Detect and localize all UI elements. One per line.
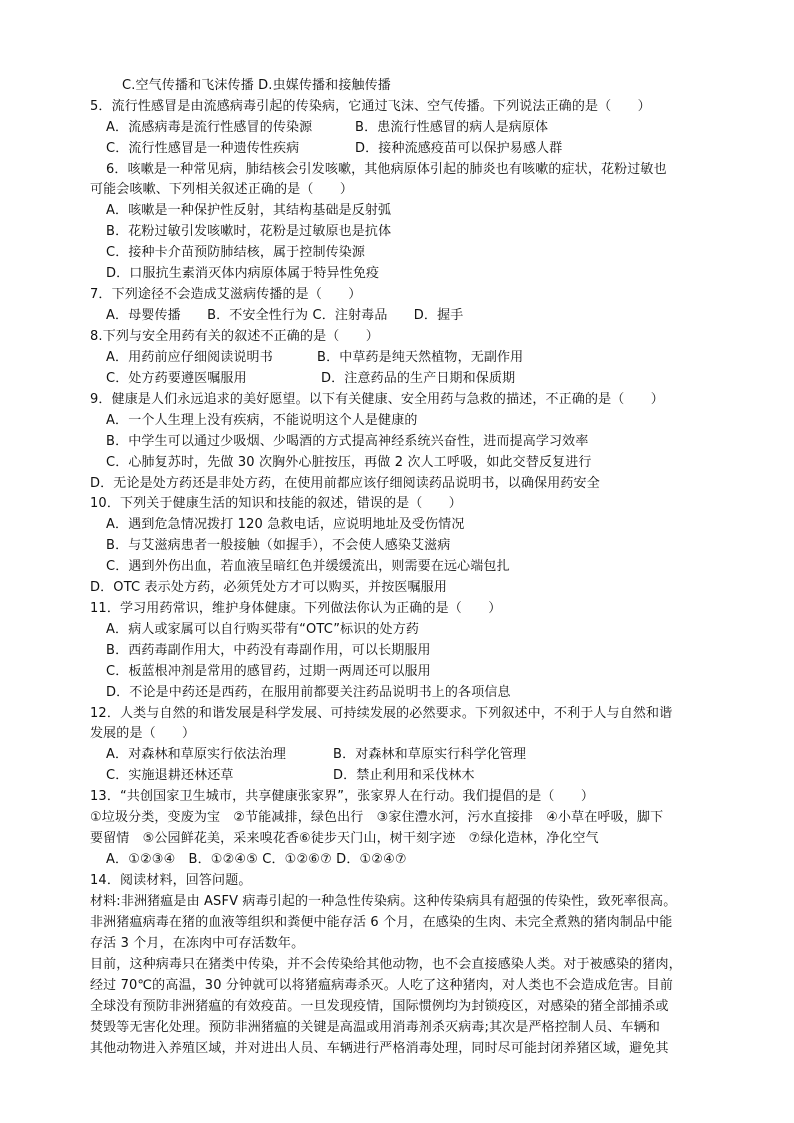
q13-items-line2: 要留情 ⑤公园鲜花美，采来嗅花香⑥徒步天门山，树干刻字迹 ⑦绿化造林，净化空气 — [90, 831, 599, 846]
q10-option-c: C．遇到外伤出血，若血液呈暗红色并缓缓流出，则需要在远心端包扎 — [106, 559, 510, 574]
q10-option-d: D．OTC 表示处方药，必须凭处方才可以购买，并按医嘱服用 — [90, 580, 447, 595]
q8-option-a: A．用药前应仔细阅读说明书 — [106, 350, 273, 365]
q7-options: A．母婴传播 B．不安全性行为 C．注射毒品 D．握手 — [106, 308, 464, 323]
q11-stem: 11．学习用药常识，维护身体健康。下列做法你认为正确的是（ ） — [90, 601, 502, 616]
q6-option-d: D．口服抗生素消灭体内病原体属于特异性免疫 — [106, 266, 380, 281]
q12-option-a: A．对森林和草原实行依法治理 — [106, 747, 286, 762]
q12-option-d: D．禁止利用和采伐林木 — [333, 768, 475, 783]
q14-stem: 14．阅读材料，回答问题。 — [90, 873, 252, 888]
q10-option-a: A．遇到危急情况拨打 120 急救电话，应说明地址及受伤情况 — [106, 517, 465, 532]
q11-option-c: C．板蓝根冲剂是常用的感冒药，过期一两周还可以服用 — [106, 664, 431, 679]
q5-option-c: C．流行性感冒是一种遗传性疾病 — [106, 141, 300, 156]
material-line8: 其他动物进入养殖区域，并对进出人员、车辆进行严格消毒处理，同时尽可能封闭养猪区域，避免其 — [90, 1041, 669, 1056]
q9-option-c: C．心肺复苏时，先做 30 次胸外心脏按压，再做 2 次人工呼吸，如此交替反复进行 — [106, 455, 592, 470]
q6-option-a: A．咳嗽是一种保护性反射，其结构基础是反射弧 — [106, 203, 392, 218]
q11-option-b: B．西药毒副作用大，中药没有毒副作用，可以长期服用 — [106, 643, 431, 658]
q8-stem: 8.下列与安全用药有关的叙述不正确的是（ ） — [90, 329, 379, 344]
q12-option-c: C．实施退耕还林还草 — [106, 768, 234, 783]
material-line5: 经过 70℃的高温，30 分钟就可以将猪瘟病毒杀灭。人吃了这种猪肉，对人类也不会造成危害。目前 — [90, 978, 673, 993]
q11-option-d: D．不论是中药还是西药，在服用前都要关注药品说明书上的各项信息 — [106, 685, 511, 700]
q5-option-b: B．患流行性感冒的病人是病原体 — [355, 120, 549, 135]
q5-option-a: A．流感病毒是流行性感冒的传染源 — [106, 120, 313, 135]
q8-option-d: D．注意药品的生产日期和保质期 — [321, 371, 516, 386]
material-line1: 材料:非洲猪瘟是由 ASFV 病毒引起的一种急性传染病。这种传染病具有超强的传染性，致死率很高。 — [90, 894, 677, 909]
q7-stem: 7．下列途径不会造成艾滋病传播的是（ ） — [90, 287, 362, 302]
q8-option-c: C．处方药要遵医嘱服用 — [106, 371, 247, 386]
q9-option-b: B．中学生可以通过少吸烟、少喝酒的方式提高神经系统兴奋性，进而提高学习效率 — [106, 434, 589, 449]
q12-stem-line1: 12．人类与自然的和谐发展是科学发展、可持续发展的必然要求。下列叙述中，不利于人与自然和谐 — [90, 706, 673, 721]
q11-option-a: A．病人或家属可以自行购买带有“OTC”标识的处方药 — [106, 622, 419, 637]
q4-options-cd: C.空气传播和飞沫传播 D.虫媒传播和接触传播 — [122, 78, 391, 93]
q6-option-c: C．接种卡介苗预防肺结核，属于控制传染源 — [106, 245, 366, 260]
q13-items-line1: ①垃圾分类，变废为宝 ②节能减排，绿色出行 ③家住澧水河，污水直接排 ④小草在呼吸，脚下 — [90, 810, 664, 825]
q12-stem-line2: 发展的是（ ） — [90, 726, 196, 741]
q9-option-a: A．一个人生理上没有疾病，不能说明这个人是健康的 — [106, 413, 418, 428]
material-line7: 焚毁等无害化处理。预防非洲猪瘟的关键是高温或用消毒剂杀灭病毒;其次是严格控制人员、车辆和 — [90, 1020, 660, 1035]
q6-option-b: B．花粉过敏引发咳嗽时，花粉是过敏原也是抗体 — [106, 224, 392, 239]
q13-options: A．①②③④ B．①②④⑤ C．①②⑥⑦ D．①②④⑦ — [106, 852, 407, 867]
material-line3: 存活 3 个月，在冻肉中可存活数年。 — [90, 936, 305, 951]
q9-stem: 9．健康是人们永远追求的美好愿望。以下有关健康、安全用药与急救的描述，不正确的是（ ） — [90, 392, 664, 407]
q10-stem: 10．下列关于健康生活的知识和技能的叙述，错误的是（ ） — [90, 496, 462, 511]
q8-option-b: B．中草药是纯天然植物，无副作用 — [317, 350, 524, 365]
q5-option-d: D．接种流感疫苗可以保护易感人群 — [355, 141, 563, 156]
q10-option-b: B．与艾滋病患者一般接触（如握手），不会使人感染艾滋病 — [106, 538, 451, 553]
material-line2: 非洲猪瘟病毒在猪的血液等组织和粪便中能存活 6 个月，在感染的生肉、未完全煮熟的猪肉制品中能 — [90, 915, 673, 930]
q9-option-d: D．无论是处方药还是非处方药，在使用前都应该仔细阅读药品说明书，以确保用药安全 — [90, 476, 600, 491]
q6-stem-line2: 可能会咳嗽、下列相关叙述正确的是（ ） — [90, 182, 354, 197]
q12-option-b: B．对森林和草原实行科学化管理 — [333, 747, 527, 762]
q13-stem: 13．“共创国家卫生城市，共享健康张家界”，张家界人在行动。我们提倡的是（ ） — [90, 789, 595, 804]
q6-stem-line1: 6．咳嗽是一种常见病，肺结核会引发咳嗽，其他病原体引起的肺炎也有咳嗽的症状，花粉过敏也 — [106, 162, 667, 177]
material-line4: 目前，这种病毒只在猪类中传染，并不会传染给其他动物，也不会直接感染人类。对于被感染的猪肉， — [90, 957, 682, 972]
q5-stem: 5．流行性感冒是由流感病毒引起的传染病，它通过飞沫、空气传播。下列说法正确的是（ ） — [90, 99, 651, 114]
material-line6: 全球没有预防非洲猪瘟的有效疫苗。一旦发现疫情，国际惯例均为封锁疫区，对感染的猪全部捕杀或 — [90, 999, 669, 1014]
